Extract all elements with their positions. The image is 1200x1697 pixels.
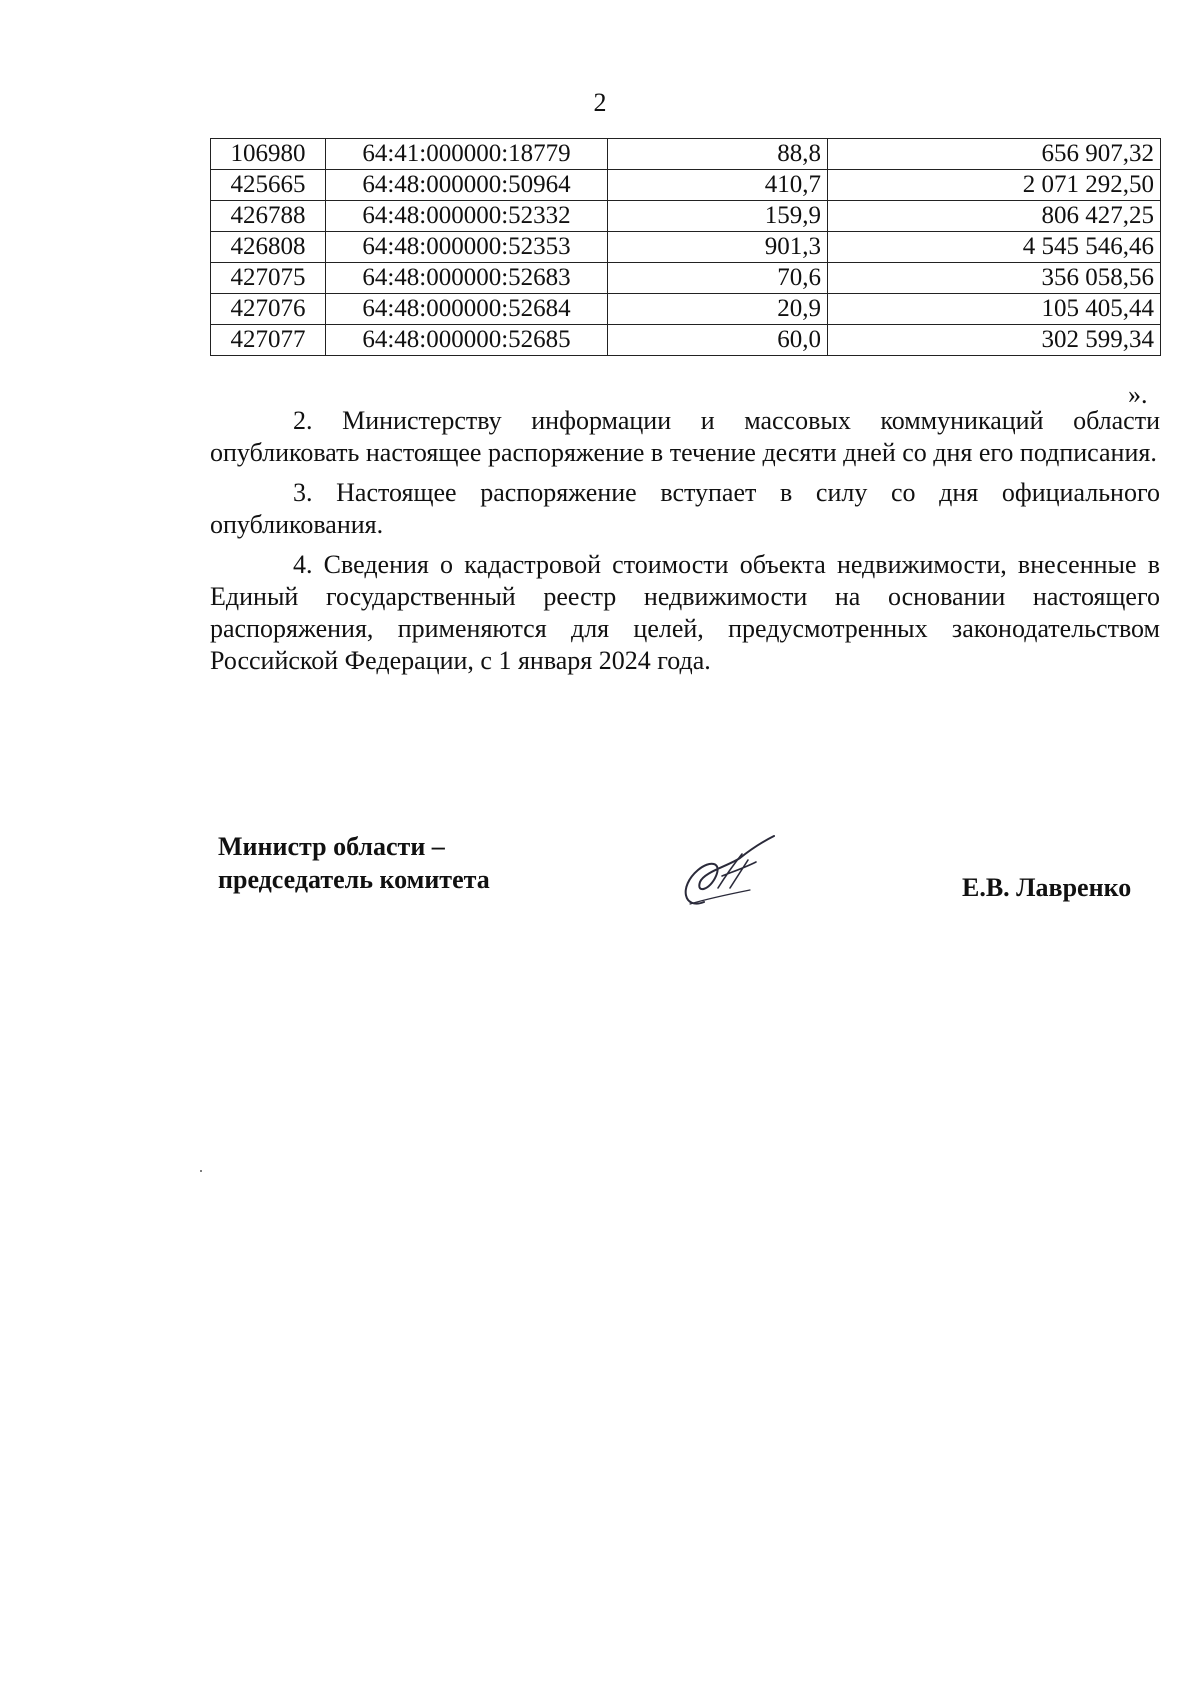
- property-table: [210, 138, 1161, 356]
- table-row: [211, 232, 1161, 263]
- paragraph-publication: 2. Министерству информации и массовых коммуникаций области опубликовать настоящее распоряжение в течение десяти дней со дня его подписания.: [210, 406, 1160, 467]
- paragraph-cadastral-value: 4. Сведения о кадастровой стоимости объекта недвижимости, внесенные в Единый государственный реестр недвижимости на основании настоящего распоряжения, применяются для целей, предусмотренных законодательством Российской Федерации, с 1 января 2024 года.: [210, 550, 1160, 675]
- area-cell: 901,3: [608, 232, 828, 263]
- cadastral-value-cell: 806 427,25: [828, 201, 1161, 232]
- cadastral-number-cell: 64:48:000000:52685: [326, 325, 608, 356]
- area-cell: 159,9: [608, 201, 828, 232]
- handwritten-signature: [670, 832, 780, 912]
- object-id-cell: 427076: [211, 294, 326, 325]
- cadastral-value-cell: 656 907,32: [828, 139, 1161, 170]
- area-cell: 70,6: [608, 263, 828, 294]
- object-id-cell: 427077: [211, 325, 326, 356]
- cadastral-value-cell: 4 545 546,46: [828, 232, 1161, 263]
- object-id-cell: 427075: [211, 263, 326, 294]
- page-number: 2: [593, 88, 607, 117]
- cadastral-value-cell: 105 405,44: [828, 294, 1161, 325]
- signer-position: [218, 830, 490, 896]
- table-row: [211, 170, 1161, 201]
- table-row: [211, 201, 1161, 232]
- table-row: [211, 139, 1161, 170]
- cadastral-value-cell: 356 058,56: [828, 263, 1161, 294]
- area-cell: 88,8: [608, 139, 828, 170]
- object-id-cell: 426788: [211, 201, 326, 232]
- signer-name: Е.В. Лавренко: [962, 873, 1132, 902]
- cadastral-number-cell: 64:48:000000:50964: [326, 170, 608, 201]
- cadastral-number-cell: 64:48:000000:52353: [326, 232, 608, 263]
- object-id-cell: 425665: [211, 170, 326, 201]
- table-row: [211, 294, 1161, 325]
- cadastral-number-cell: 64:48:000000:52684: [326, 294, 608, 325]
- scan-speck: [200, 1170, 202, 1172]
- closing-quote: ».: [1128, 380, 1148, 409]
- area-cell: 20,9: [608, 294, 828, 325]
- area-cell: 60,0: [608, 325, 828, 356]
- paragraph-effective-date: 3. Настоящее распоряжение вступает в силу со дня официального опубликования.: [210, 478, 1160, 539]
- body-text: [210, 405, 1160, 685]
- cadastral-number-cell: 64:48:000000:52332: [326, 201, 608, 232]
- cadastral-value-cell: 2 071 292,50: [828, 170, 1161, 201]
- object-id-cell: 426808: [211, 232, 326, 263]
- area-cell: 410,7: [608, 170, 828, 201]
- table-row: [211, 263, 1161, 294]
- cadastral-number-cell: 64:41:000000:18779: [326, 139, 608, 170]
- cadastral-number-cell: 64:48:000000:52683: [326, 263, 608, 294]
- signer-position-line1: Министр области –: [218, 832, 445, 861]
- object-id-cell: 106980: [211, 139, 326, 170]
- table-row: [211, 325, 1161, 356]
- signer-position-line2: председатель комитета: [218, 865, 490, 894]
- cadastral-value-cell: 302 599,34: [828, 325, 1161, 356]
